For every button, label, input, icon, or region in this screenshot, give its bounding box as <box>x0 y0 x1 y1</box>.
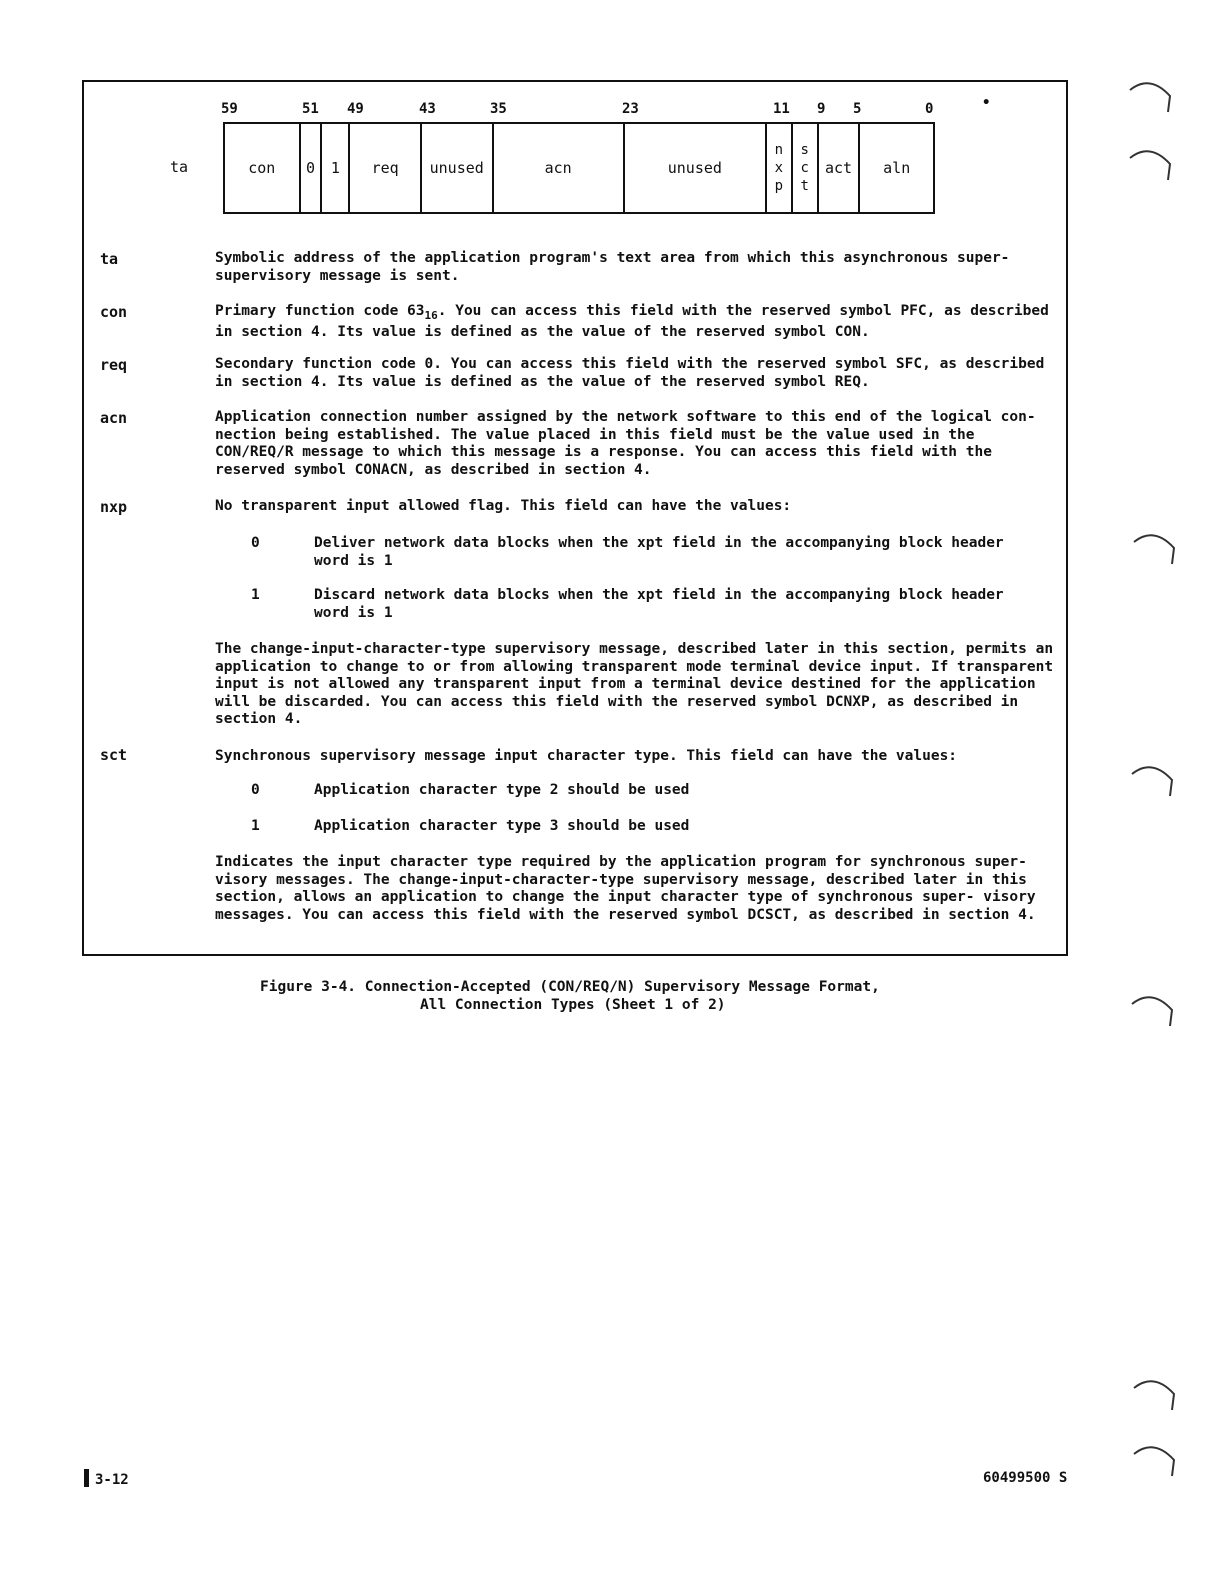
desc-con <box>215 303 1055 342</box>
message-word-diagram <box>223 122 935 214</box>
bit-51: 51 <box>302 101 319 117</box>
nxp-value-0: 0 <box>251 535 260 551</box>
bit-49: 49 <box>347 101 364 117</box>
word-label: ta <box>170 158 189 176</box>
nxp-value-0-text: Deliver network data blocks when the xpt field in the accompanying block header word is 1 <box>314 535 1004 569</box>
con-subscript: 16 <box>424 308 438 322</box>
binder-hole-mark-icon <box>1132 1442 1178 1482</box>
desc-ta: Symbolic address of the application program's text area from which this asynchronous super- supervisory message is sent. <box>215 250 1010 284</box>
sct-letter: c <box>800 160 809 176</box>
bit-5: 5 <box>853 101 862 117</box>
nxp-value-1-text: Discard network data blocks when the xpt field in the accompanying block header word is 1 <box>314 587 1004 621</box>
term-req: req <box>100 356 128 374</box>
change-bar <box>84 1469 89 1487</box>
desc-nxp-note: The change-input-character-type supervisory message, described later in this section, permits an application to change to or from allowing transparent mode terminal device input. If transparent input is not allowed any transparent input from a terminal device destined for the application will be discarded. You can access this field with the reserved symbol DCNXP, as described in section 4. <box>215 641 1054 727</box>
field-zero-bit: 0 <box>301 124 323 212</box>
field-act: act <box>819 124 861 212</box>
sct-value-0: 0 <box>251 782 260 798</box>
sct-value-0-text: Application character type 2 should be used <box>314 782 690 798</box>
nxp-letter: x <box>774 160 784 176</box>
stray-dot: • <box>982 95 991 111</box>
sct-value-1: 1 <box>251 818 260 834</box>
con-text-pre: Primary function code 63 <box>215 303 425 319</box>
binder-hole-mark-icon <box>1130 762 1176 802</box>
binder-hole-mark-icon <box>1130 992 1176 1032</box>
nxp-letter: p <box>774 178 784 194</box>
bit-43: 43 <box>419 101 436 117</box>
nxp-letter: n <box>774 142 784 158</box>
binder-hole-mark-icon <box>1132 1376 1178 1416</box>
sct-letter: s <box>800 142 809 158</box>
con-text-post: . You can access this field with the reserved symbol PFC, as described in section 4. Its value is defined as the value of the reserved symbol CON. <box>215 303 1049 341</box>
term-acn: acn <box>100 409 128 427</box>
document-number: 60499500 S <box>983 1470 1068 1486</box>
nxp-value-1: 1 <box>251 587 260 603</box>
field-unused-2: unused <box>625 124 767 212</box>
bit-11: 11 <box>773 101 790 117</box>
page-number <box>84 1469 129 1488</box>
bit-0: 0 <box>925 101 934 117</box>
page-number-text: 3-12 <box>95 1472 129 1488</box>
field-unused-1: unused <box>422 124 494 212</box>
field-aln: aln <box>883 159 911 177</box>
binder-hole-mark-icon <box>1128 78 1174 118</box>
field-req: req <box>350 124 422 212</box>
term-ta: ta <box>100 250 119 268</box>
sct-value-1-text: Application character type 3 should be used <box>314 818 690 834</box>
bit-35: 35 <box>490 101 507 117</box>
caption-line-1: Figure 3-4. Connection-Accepted (CON/REQ/N) Supervisory Message Format, <box>260 979 880 995</box>
term-con: con <box>100 303 128 321</box>
desc-sct-note: Indicates the input character type required by the application program for synchronous super- visory messages. The change-input-character-type supervisory message, described later in this section, allows an application to change the input character type of synchronous super- visory messages. You can access this field with the reserved symbol DCSCT, as described in section 4. <box>215 854 1036 923</box>
term-nxp: nxp <box>100 498 128 516</box>
field-one-bit: 1 <box>322 124 350 212</box>
desc-nxp-intro: No transparent input allowed flag. This field can have the values: <box>215 498 792 514</box>
term-sct: sct <box>100 746 128 764</box>
binder-hole-mark-icon <box>1128 146 1174 186</box>
field-acn: acn <box>494 124 625 212</box>
field-sct <box>793 124 819 212</box>
binder-hole-mark-icon <box>1132 530 1178 570</box>
desc-acn: Application connection number assigned by the network software to this end of the logical con- nection being established. The value placed in this field must be the value used in the CON/REQ/R message to which this message is a response. You can access this field with the reserved symbol CONACN, as described in section 4. <box>215 409 1036 478</box>
bit-23: 23 <box>622 101 639 117</box>
bit-59: 59 <box>221 101 238 117</box>
field-con: con <box>225 124 301 212</box>
bit-9: 9 <box>817 101 826 117</box>
desc-sct-intro: Synchronous supervisory message input character type. This field can have the values: <box>215 748 958 764</box>
sct-letter: t <box>800 178 809 194</box>
caption-line-2: All Connection Types (Sheet 1 of 2) <box>420 997 726 1013</box>
field-nxp <box>767 124 793 212</box>
desc-req: Secondary function code 0. You can access this field with the reserved symbol SFC, as described in section 4. Its value is defined as the value of the reserved symbol REQ. <box>215 356 1045 390</box>
figure-caption <box>260 978 920 1014</box>
